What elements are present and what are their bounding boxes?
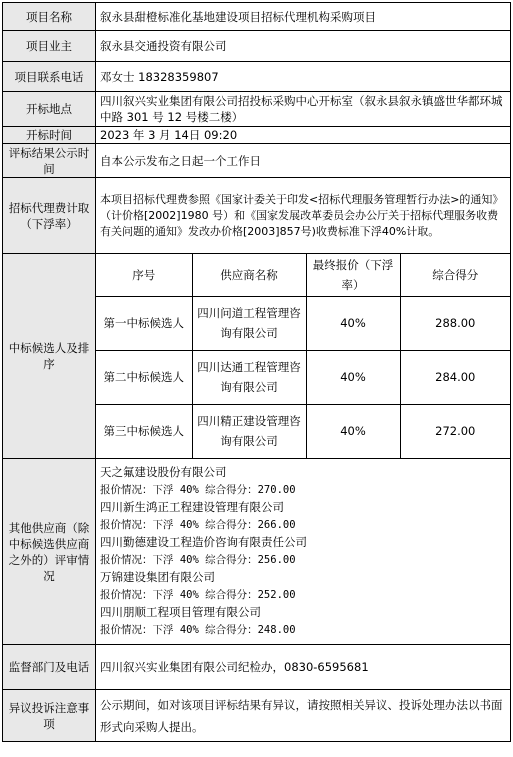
row-location xyxy=(3,92,511,127)
location-value: 四川叙兴实业集团有限公司招投标采购中心开标室（叙永县叙永镇盛世华都环城中路 301 号 12 号楼二楼） xyxy=(96,92,511,127)
row-contact xyxy=(3,62,511,92)
contact-value: 邓女士 18328359807 xyxy=(96,62,511,92)
candidates-cell xyxy=(96,254,511,459)
other-supplier-name: 四川勤德建设工程造价咨询有限责任公司 xyxy=(100,535,307,549)
candidate-name: 四川精正建设管理咨询有限公司 xyxy=(192,404,306,458)
notice-period-value: 自本公示发布之日起一个工作日 xyxy=(96,144,511,178)
objection-value: 公示期间，如对该项目评标结果有异议，请按照相关异议、投诉处理办法以书面形式向采购人提出。 xyxy=(96,690,511,742)
notice-period-label: 评标结果公示时间 xyxy=(3,144,96,178)
candidates-table xyxy=(96,254,510,458)
row-fee xyxy=(3,178,511,254)
other-supplier-detail: 报价情况：下浮 40% 综合得分：252.00 xyxy=(100,588,296,601)
other-supplier-name: 四川新生鸿正工程建设管理有限公司 xyxy=(100,500,284,514)
location-label: 开标地点 xyxy=(3,92,96,127)
candidate-rank: 第三中标候选人 xyxy=(96,404,192,458)
row-project-name xyxy=(3,3,511,31)
other-supplier-detail: 报价情况：下浮 40% 综合得分：256.00 xyxy=(100,553,296,566)
other-supplier-name: 四川朋顺工程项目管理有限公司 xyxy=(100,605,261,619)
row-others xyxy=(3,459,511,645)
project-name-label: 项目名称 xyxy=(3,3,96,31)
candidate-row xyxy=(96,296,510,350)
project-name-value: 叙永县甜橙标准化基地建设项目招标代理机构采购项目 xyxy=(96,3,511,31)
candidate-row xyxy=(96,404,510,458)
candidates-label: 中标候选人及排序 xyxy=(3,254,96,459)
supervision-value: 四川叙兴实业集团有限公司纪检办，0830-6595681 xyxy=(96,645,511,690)
header-rate: 最终报价（下浮率） xyxy=(306,254,400,296)
row-supervision xyxy=(3,645,511,690)
others-label: 其他供应商（除中标候选供应商之外的）评审情况 xyxy=(3,459,96,645)
other-supplier-detail: 报价情况：下浮 40% 综合得分：270.00 xyxy=(100,483,296,496)
objection-label: 异议投诉注意事项 xyxy=(3,690,96,742)
candidate-score: 272.00 xyxy=(400,404,510,458)
other-supplier-detail: 报价情况：下浮 40% 综合得分：266.00 xyxy=(100,518,296,531)
header-score: 综合得分 xyxy=(400,254,510,296)
candidate-rate: 40% xyxy=(306,350,400,404)
time-label: 开标时间 xyxy=(3,127,96,144)
row-time xyxy=(3,127,511,144)
header-supplier: 供应商名称 xyxy=(192,254,306,296)
row-notice-period xyxy=(3,144,511,178)
candidate-rate: 40% xyxy=(306,404,400,458)
time-value: 2023 年 3 月 14日 09:20 xyxy=(96,127,511,144)
row-owner xyxy=(3,31,511,62)
candidates-header-row xyxy=(96,254,510,296)
others-list xyxy=(96,459,511,645)
contact-label: 项目联系电话 xyxy=(3,62,96,92)
other-supplier-name: 天之氟建设股份有限公司 xyxy=(100,465,227,479)
candidate-score: 288.00 xyxy=(400,296,510,350)
candidate-rank: 第二中标候选人 xyxy=(96,350,192,404)
candidate-rank: 第一中标候选人 xyxy=(96,296,192,350)
other-supplier-name: 万锦建设集团有限公司 xyxy=(100,570,215,584)
candidate-row xyxy=(96,350,510,404)
candidate-name: 四川问道工程管理咨询有限公司 xyxy=(192,296,306,350)
bid-result-table xyxy=(2,2,511,742)
candidate-score: 284.00 xyxy=(400,350,510,404)
row-objection xyxy=(3,690,511,742)
header-rank: 序号 xyxy=(96,254,192,296)
owner-value: 叙永县交通投资有限公司 xyxy=(96,31,511,62)
candidate-name: 四川达通工程管理咨询有限公司 xyxy=(192,350,306,404)
fee-label: 招标代理费计取（下浮率） xyxy=(3,178,96,254)
fee-value: 本项目招标代理费参照《国家计委关于印发<招标代理服务管理暂行办法>的通知》（计价格[2002]1980 号）和《国家发展改革委员会办公厅关于招标代理服务收费有关问题的通知》发改办价格[2003]857号)收费标准下浮40%计取。 xyxy=(96,178,511,254)
candidate-rate: 40% xyxy=(306,296,400,350)
row-candidates xyxy=(3,254,511,459)
other-supplier-detail: 报价情况：下浮 40% 综合得分：248.00 xyxy=(100,623,296,636)
supervision-label: 监督部门及电话 xyxy=(3,645,96,690)
owner-label: 项目业主 xyxy=(3,31,96,62)
